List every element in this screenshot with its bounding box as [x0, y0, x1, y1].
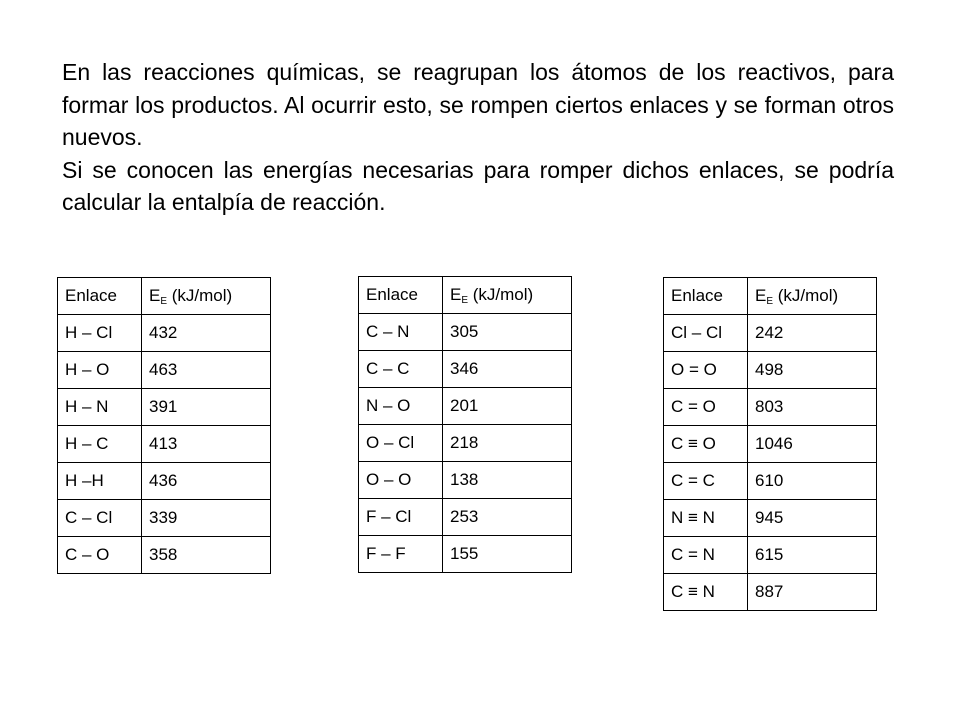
header-energy-subscript: E: [766, 295, 774, 307]
header-energy-symbol: E: [149, 285, 161, 305]
bond-energy-table-3: [663, 277, 877, 611]
intro-paragraph-1: En las reacciones químicas, se reagrupan los átomos de los reactivos, para formar los productos. Al ocurrir esto, se rompen ciertos enlaces y se forman otros nuevos.: [62, 59, 894, 150]
table-header-row: [58, 278, 271, 315]
energy-cell: 615: [748, 537, 877, 574]
table-header-row: [664, 278, 877, 315]
bond-energy-table-1: [57, 277, 271, 574]
table-row: [664, 315, 877, 352]
bond-cell: N ≡ N: [664, 500, 748, 537]
header-energy: [443, 277, 572, 314]
bond-energy-table-2: [358, 276, 572, 573]
header-energy-symbol: E: [755, 285, 767, 305]
energy-cell: 391: [142, 389, 271, 426]
bond-cell: C = O: [664, 389, 748, 426]
energy-cell: 346: [443, 351, 572, 388]
table-row: [58, 352, 271, 389]
bond-cell: O = O: [664, 352, 748, 389]
energy-cell: 887: [748, 574, 877, 611]
energy-cell: 945: [748, 500, 877, 537]
intro-text: [62, 56, 894, 219]
header-bond: Enlace: [58, 278, 142, 315]
table-row: [664, 574, 877, 611]
table-header-row: [359, 277, 572, 314]
table-row: [58, 463, 271, 500]
table-row: [359, 425, 572, 462]
energy-cell: 339: [142, 500, 271, 537]
bond-cell: F – F: [359, 536, 443, 573]
header-energy-unit: (kJ/mol): [167, 285, 233, 305]
header-energy-subscript: E: [461, 294, 469, 306]
energy-cell: 803: [748, 389, 877, 426]
bond-cell: C = N: [664, 537, 748, 574]
header-energy-subscript: E: [160, 295, 168, 307]
bond-cell: O – O: [359, 462, 443, 499]
header-energy-symbol: E: [450, 284, 462, 304]
header-bond: Enlace: [664, 278, 748, 315]
table-row: [58, 500, 271, 537]
bond-cell: H – C: [58, 426, 142, 463]
table-row: [359, 351, 572, 388]
bond-cell: N – O: [359, 388, 443, 425]
table-row: [664, 500, 877, 537]
table-row: [664, 352, 877, 389]
energy-cell: 253: [443, 499, 572, 536]
energy-cell: 155: [443, 536, 572, 573]
table-row: [664, 426, 877, 463]
energy-cell: 432: [142, 315, 271, 352]
bond-cell: C – O: [58, 537, 142, 574]
table-row: [58, 389, 271, 426]
header-bond: Enlace: [359, 277, 443, 314]
bond-cell: C – N: [359, 314, 443, 351]
bond-cell: O – Cl: [359, 425, 443, 462]
energy-cell: 463: [142, 352, 271, 389]
header-energy-unit: (kJ/mol): [468, 284, 534, 304]
table-row: [664, 537, 877, 574]
bond-cell: H – Cl: [58, 315, 142, 352]
table-row: [359, 314, 572, 351]
bond-cell: H – N: [58, 389, 142, 426]
table-row: [58, 315, 271, 352]
header-energy: [142, 278, 271, 315]
table-row: [359, 499, 572, 536]
energy-cell: 305: [443, 314, 572, 351]
energy-cell: 610: [748, 463, 877, 500]
table-row: [359, 462, 572, 499]
energy-cell: 413: [142, 426, 271, 463]
energy-cell: 201: [443, 388, 572, 425]
energy-cell: 436: [142, 463, 271, 500]
table-row: [664, 463, 877, 500]
header-energy-unit: (kJ/mol): [773, 285, 839, 305]
table-row: [58, 426, 271, 463]
bond-cell: C – Cl: [58, 500, 142, 537]
bond-cell: F – Cl: [359, 499, 443, 536]
bond-cell: C ≡ O: [664, 426, 748, 463]
energy-cell: 138: [443, 462, 572, 499]
energy-cell: 498: [748, 352, 877, 389]
table-row: [359, 388, 572, 425]
table-row: [359, 536, 572, 573]
table-row: [58, 537, 271, 574]
energy-cell: 218: [443, 425, 572, 462]
table-row: [664, 389, 877, 426]
energy-cell: 1046: [748, 426, 877, 463]
intro-paragraph-2: Si se conocen las energías necesarias para romper dichos enlaces, se podría calcular la entalpía de reacción.: [62, 156, 894, 215]
bond-cell: C – C: [359, 351, 443, 388]
bond-cell: Cl – Cl: [664, 315, 748, 352]
bond-cell: C ≡ N: [664, 574, 748, 611]
bond-cell: C = C: [664, 463, 748, 500]
bond-cell: H –H: [58, 463, 142, 500]
energy-cell: 242: [748, 315, 877, 352]
energy-cell: 358: [142, 537, 271, 574]
bond-cell: H – O: [58, 352, 142, 389]
header-energy: [748, 278, 877, 315]
